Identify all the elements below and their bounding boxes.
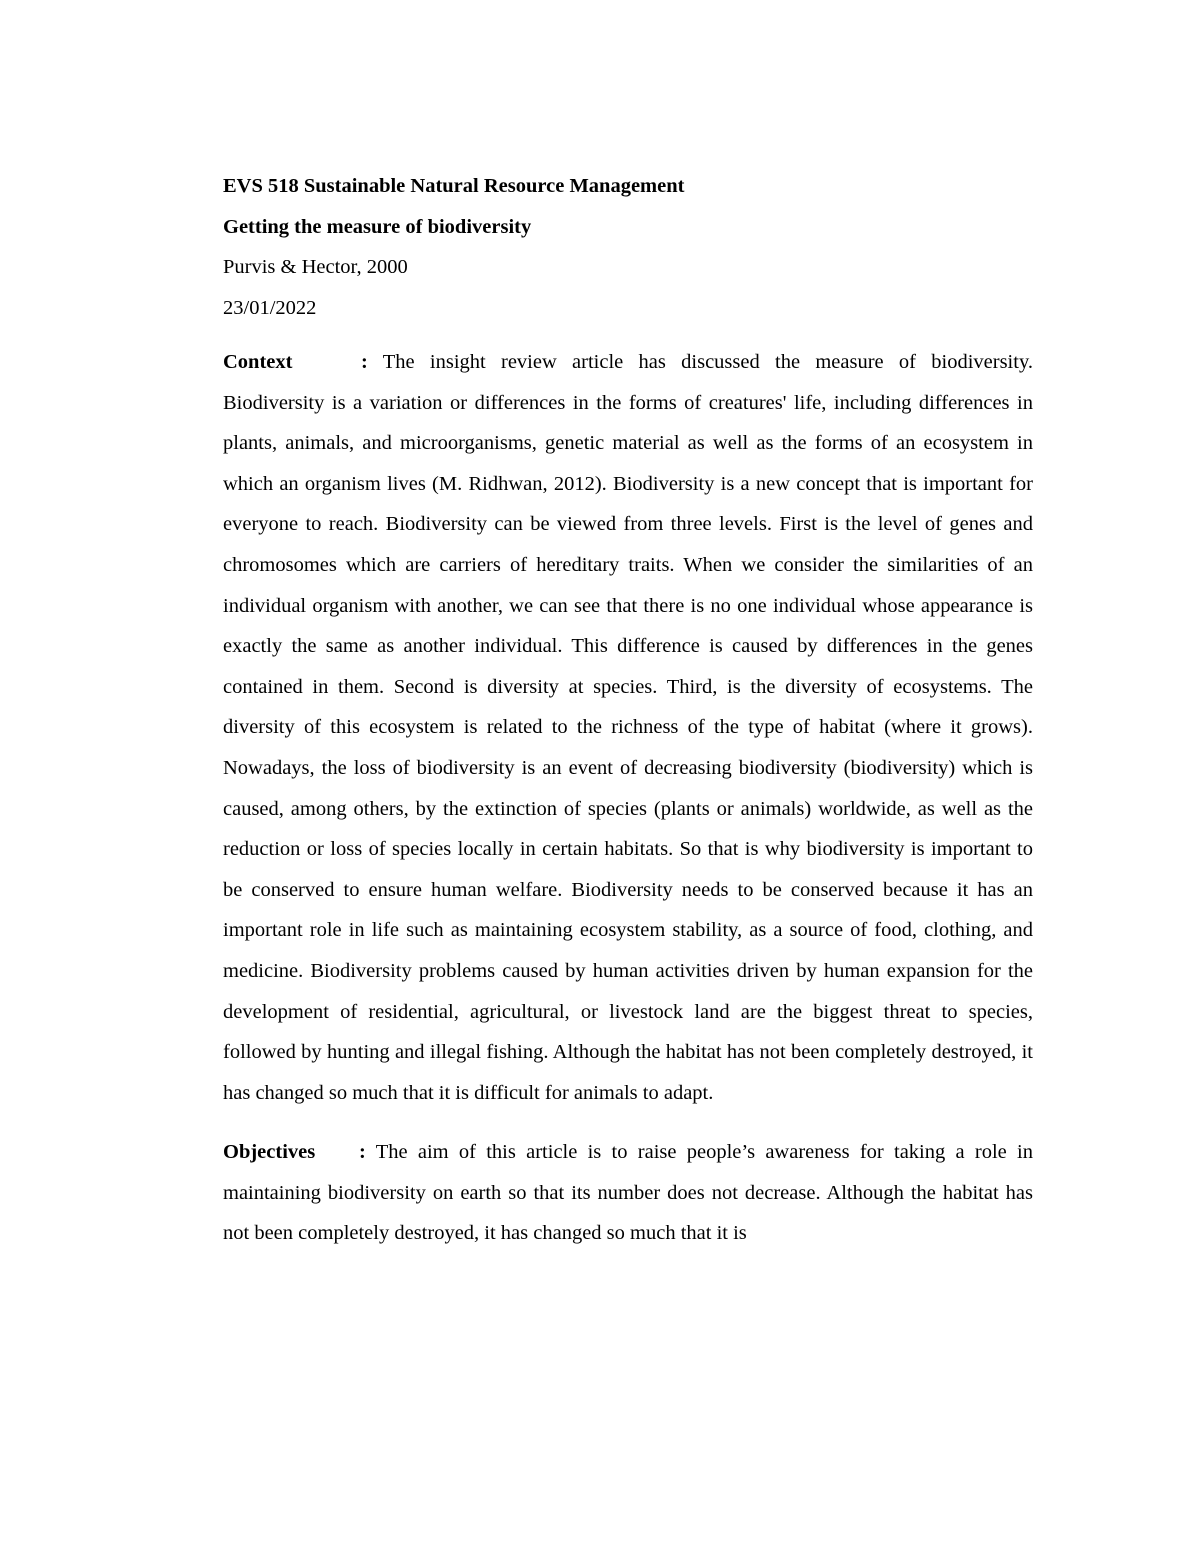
context-section [223, 342, 1033, 1113]
objectives-section [223, 1132, 1033, 1254]
course-title: EVS 518 Sustainable Natural Resource Management [223, 175, 685, 197]
document-page [223, 166, 1033, 1254]
objectives-label: Objectives [223, 1141, 316, 1164]
context-label: Context [223, 351, 293, 373]
context-colon: : [361, 351, 368, 373]
citation: Purvis & Hector, 2000 [223, 256, 408, 278]
date: 23/01/2022 [223, 296, 317, 319]
context-text: The insight review article has discussed the measure of biodiversity. Biodiversity is a variation or differences in the forms of creatures' life, including differences in plants, animals, and microorganisms, genetic material as well as the forms of an ecosystem in which an organism lives (M. Ridhwan, 2012). Biodiversity is a new concept that is important for everyone to reach. Biodiversity can be viewed from three levels. First is the level of genes and chromosomes which are carriers of hereditary traits. When we consider the similarities of an individual organism with another, we can see that there is no one individual whose appearance is exactly the same as another individual. This difference is caused by differences in the genes contained in them. Second is diversity at species. Third, is the diversity of ecosystems. The diversity of this ecosystem is related to the richness of the type of habitat (where it grows). Nowadays, the loss of biodiversity is an event of decreasing biodiversity (biodiversity) which is caused, among others, by the extinction of species (plants or animals) worldwide, as well as the reduction or loss of species locally in certain habitats. So that is why biodiversity is important to be conserved to ensure human welfare. Biodiversity needs to be conserved because it has an important role in life such as maintaining ecosystem stability, as a source of food, clothing, and medicine. Biodiversity problems caused by human activities driven by human expansion for the development of residential, agricultural, or livestock land are the biggest threat to species, followed by hunting and illegal fishing. Although the habitat has not been completely destroyed, it has changed so much that it is difficult for animals to adapt. [223, 351, 1033, 1104]
objectives-text: The aim of this article is to raise people’s awareness for taking a role in maintaining biodiversity on earth so that its number does not decrease. Although the habitat has not been completely destroyed, it has changed so much that it is [223, 1141, 1033, 1245]
article-title: Getting the measure of biodiversity [223, 215, 532, 238]
objectives-colon: : [359, 1141, 366, 1164]
